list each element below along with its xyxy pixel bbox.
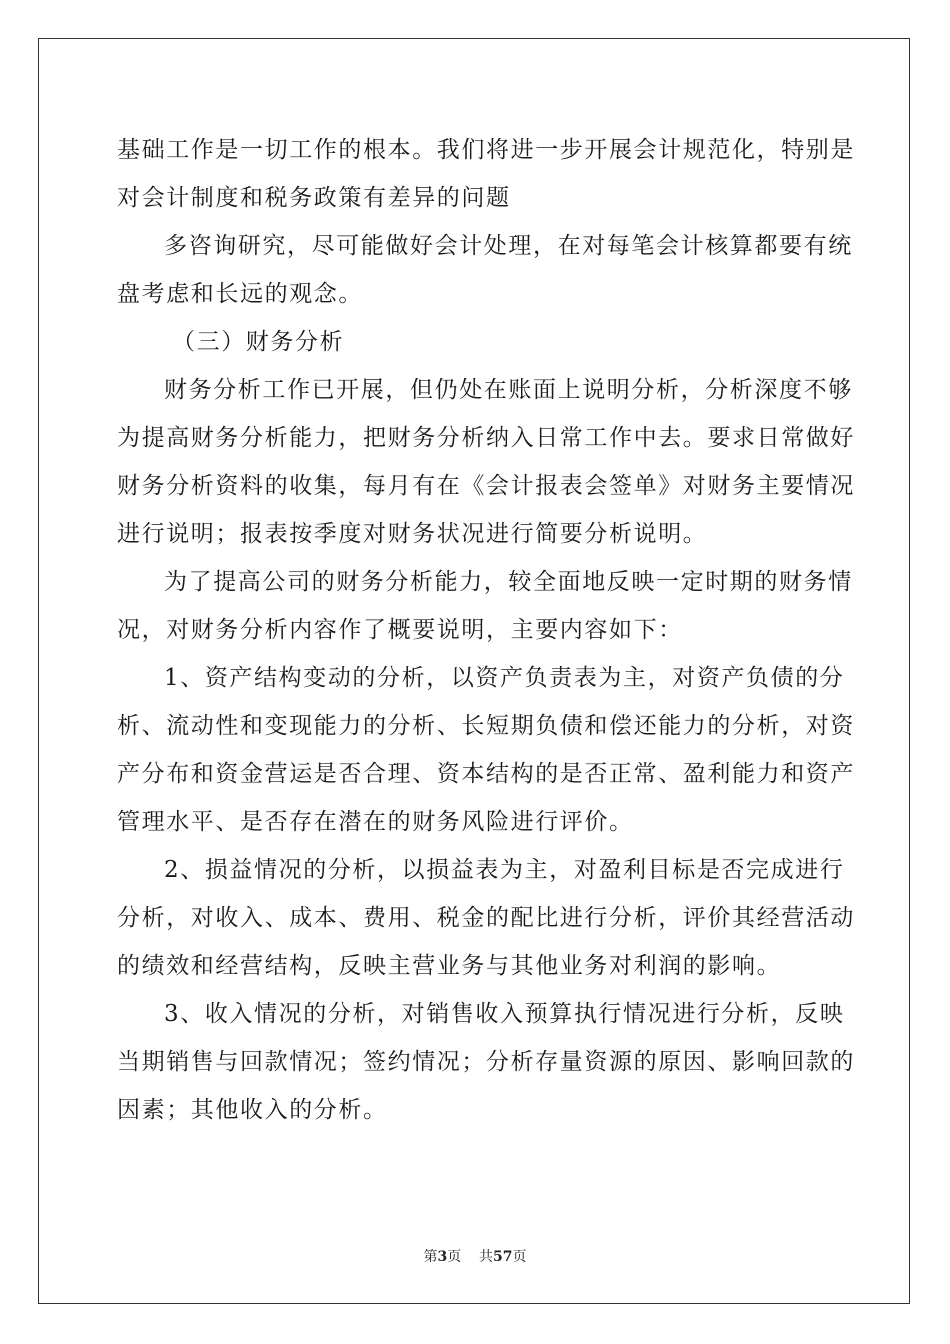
text-line: 因素；其他收入的分析。 xyxy=(117,1097,388,1123)
paragraph xyxy=(117,366,855,558)
footer-page-current: 3 xyxy=(437,1249,448,1265)
text-line: 析、流动性和变现能力的分析、长短期负债和偿还能力的分析，对资 xyxy=(117,713,855,739)
text-line: 进行说明；报表按季度对财务状况进行简要分析说明。 xyxy=(117,521,708,547)
text-line: 管理水平、是否存在潜在的财务风险进行评价。 xyxy=(117,809,634,835)
text-line: （三）财务分析 xyxy=(172,329,345,355)
text-line: 盘考虑和长远的观念。 xyxy=(117,281,363,307)
footer-total-prefix: 共 xyxy=(479,1249,494,1265)
text-line: 况，对财务分析内容作了概要说明，主要内容如下： xyxy=(117,617,683,643)
text-line: 分析，对收入、成本、费用、税金的配比进行分析，评价其经营活动 xyxy=(117,905,855,931)
text-line: 2、损益情况的分析，以损益表为主，对盈利目标是否完成进行 xyxy=(164,857,845,883)
footer-total-suffix: 页 xyxy=(512,1249,527,1265)
text-line: 对会计制度和税务政策有差异的问题 xyxy=(117,185,511,211)
text-line: 3、收入情况的分析，对销售收入预算执行情况进行分析，反映 xyxy=(164,1001,845,1027)
text-line: 1、资产结构变动的分析，以资产负责表为主，对资产负债的分 xyxy=(164,665,845,691)
text-line: 为提高财务分析能力，把财务分析纳入日常工作中去。要求日常做好 xyxy=(117,425,855,451)
text-line: 产分布和资金营运是否合理、资本结构的是否正常、盈利能力和资产 xyxy=(117,761,855,787)
paragraph xyxy=(117,654,855,846)
paragraph xyxy=(117,990,855,1134)
footer-page-prefix: 第 xyxy=(423,1249,438,1265)
text-line: 财务分析工作已开展，但仍处在账面上说明分析，分析深度不够 xyxy=(164,377,853,403)
paragraph xyxy=(117,318,831,366)
text-line: 财务分析资料的收集，每月有在《会计报表会签单》对财务主要情况 xyxy=(117,473,855,499)
paragraph xyxy=(117,558,853,654)
document-body xyxy=(117,126,855,1134)
text-line: 基础工作是一切工作的根本。我们将进一步开展会计规范化，特别是 xyxy=(117,137,855,163)
footer-page-suffix: 页 xyxy=(447,1249,462,1265)
text-line: 多咨询研究，尽可能做好会计处理，在对每笔会计核算都要有统 xyxy=(164,233,853,259)
text-line: 为了提高公司的财务分析能力，较全面地反映一定时期的财务情 xyxy=(164,569,853,595)
paragraph xyxy=(117,126,855,222)
paragraph xyxy=(117,846,855,990)
text-line: 当期销售与回款情况；签约情况；分析存量资源的原因、影响回款的 xyxy=(117,1049,855,1075)
text-line: 的绩效和经营结构，反映主营业务与其他业务对利润的影响。 xyxy=(117,953,782,979)
paragraph xyxy=(117,222,853,318)
footer-page-total: 57 xyxy=(493,1249,513,1265)
page-footer xyxy=(0,1246,950,1266)
